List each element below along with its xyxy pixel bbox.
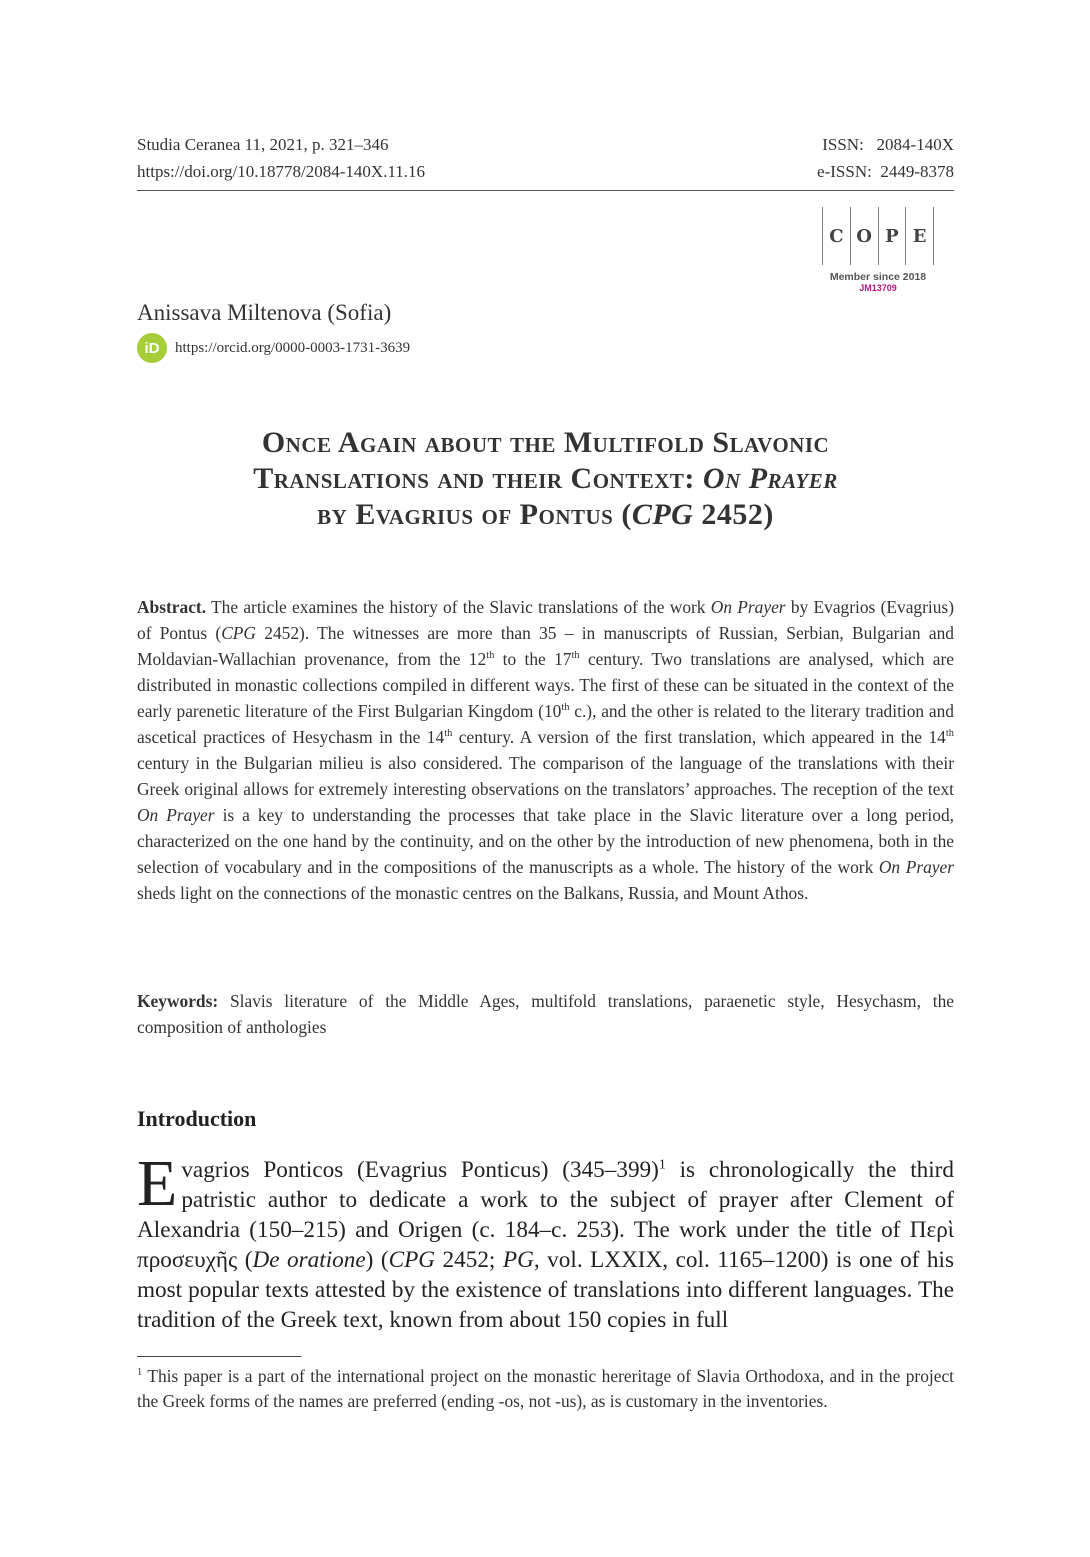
body-text: is chronologically the third patristic author to dedicate a work to the subject of prayer after Clement of Alexandria (150–215) and Origen (c. 184–c. 253). The work under the title of Περὶ προσευχῆς ( [137, 1157, 954, 1273]
title-cpg-number: 2452) [693, 498, 774, 531]
abstract-sup: th [561, 702, 570, 714]
body-paragraph [137, 1147, 954, 1335]
journal-citation: Studia Ceranea 11, 2021, p. 321–346 [137, 135, 389, 154]
abstract [137, 594, 954, 906]
abstract-sup: th [444, 728, 453, 740]
abstract-text: is a key to understanding the processes that take place in the Slavic literature over a long period, characterized on the one hand by the continuity, and on the other by the introduction of new phenomena, both in the selection of vocabulary and in the compositions of the manuscripts as a whole. The history of the work [137, 805, 954, 877]
cope-letter: P [878, 207, 906, 265]
author-name: Anissava Miltenova (Sofia) [137, 300, 392, 325]
footnote-text: This paper is a part of the international project on the monastic hereritage of Slavia Orthodoxa, and in the project the Greek forms of the names are preferred (ending -os, not -us), as is customary in the inventories. [137, 1366, 954, 1411]
keywords [137, 988, 954, 1040]
footnote [137, 1364, 954, 1414]
cope-letter: C [822, 207, 850, 265]
cope-member-since: Member since 2018 [829, 271, 927, 283]
issn: ISSN: 2084-140X [822, 135, 954, 154]
eissn: e-ISSN: 2449-8378 [817, 162, 954, 181]
body-text: ) ( [365, 1247, 389, 1273]
abstract-text: century in the Bulgarian milieu is also considered. The comparison of the language of the translations with their Greek original allows for extremely interesting observations on the translators’ approaches. The reception of the text [137, 753, 954, 799]
orcid [137, 333, 410, 363]
keywords-label: Keywords: [137, 991, 219, 1011]
abstract-sup: th [571, 650, 580, 662]
footnote-ref[interactable]: 1 [658, 1157, 666, 1173]
abstract-text: sheds light on the connections of the monastic centres on the Balkans, Russia, and Mount Athos. [137, 883, 809, 903]
abstract-text: to the 17 [494, 649, 572, 669]
title-line-3: by Evagrius of Pontus ( [317, 498, 632, 531]
drop-cap: E [137, 1147, 178, 1220]
cope-logo [822, 207, 934, 297]
cope-letter: O [850, 207, 878, 265]
footnote-rule [137, 1356, 301, 1357]
cope-letter: E [905, 207, 934, 265]
footnote-number: 1 [137, 1367, 143, 1379]
abstract-sup: th [945, 728, 954, 740]
abstract-text: century. A version of the first translation, which appeared in the 14 [452, 727, 946, 747]
keywords-text: Slavis literature of the Middle Ages, multifold translations, paraenetic style, Hesychasm, the composition of anthologies [137, 991, 954, 1037]
body-italic: PG [502, 1247, 534, 1273]
orcid-icon: iD [137, 333, 167, 363]
header-rule [137, 190, 954, 191]
title-line-2: Translations and their Context: [253, 462, 703, 495]
abstract-italic: On Prayer [878, 857, 954, 877]
cope-member-id: JM13709 [859, 283, 897, 293]
body-italic: De oratione [252, 1247, 366, 1273]
abstract-text: 2452). The witnesses are more than 35 – in manuscripts of Russian, Serbian, Bulgarian and Moldavian-Wallachian provenance, from the 12 [137, 623, 954, 669]
title-cpg: CPG [631, 498, 694, 531]
doi-link[interactable]: https://doi.org/10.18778/2084-140X.11.16 [137, 162, 426, 181]
abstract-italic: CPG [221, 623, 256, 643]
abstract-label: Abstract. [137, 597, 207, 617]
body-text: , vol. LXXIX, col. 1165–1200) is one of his most popular texts attested by the existence of translations into different languages. The tradition of the Greek text, known from about 150 copies in full [137, 1247, 954, 1333]
body-italic: CPG [388, 1247, 436, 1273]
article-title [137, 425, 954, 533]
abstract-italic: On Prayer [710, 597, 786, 617]
title-work-name: On Prayer [702, 462, 838, 495]
orcid-link[interactable]: https://orcid.org/0000-0003-1731-3639 [175, 339, 411, 356]
body-text: vagrios Ponticos (Evagrius Ponticus) (345–399) [181, 1157, 659, 1183]
body-text: 2452; [435, 1247, 503, 1273]
journal-header [137, 131, 425, 185]
abstract-text: The article examines the history of the Slavic translations of the work [206, 597, 711, 617]
section-heading: Introduction [137, 1106, 257, 1131]
abstract-italic: On Prayer [137, 805, 215, 825]
abstract-text: century. Two translations are analysed, which are distributed in monastic collections compiled in different ways. The first of these can be situated in the context of the early parenetic literature of the First Bulgarian Kingdom (10 [137, 649, 954, 721]
issn-block [817, 131, 954, 185]
abstract-text: c.), and the other is related to the literary tradition and ascetical practices of Hesychasm in the 14 [137, 701, 954, 747]
title-line-1: Once Again about the Multifold Slavonic [261, 426, 830, 459]
abstract-text: by Evagrios (Evagrius) of Pontus ( [137, 597, 954, 643]
abstract-sup: th [486, 650, 495, 662]
